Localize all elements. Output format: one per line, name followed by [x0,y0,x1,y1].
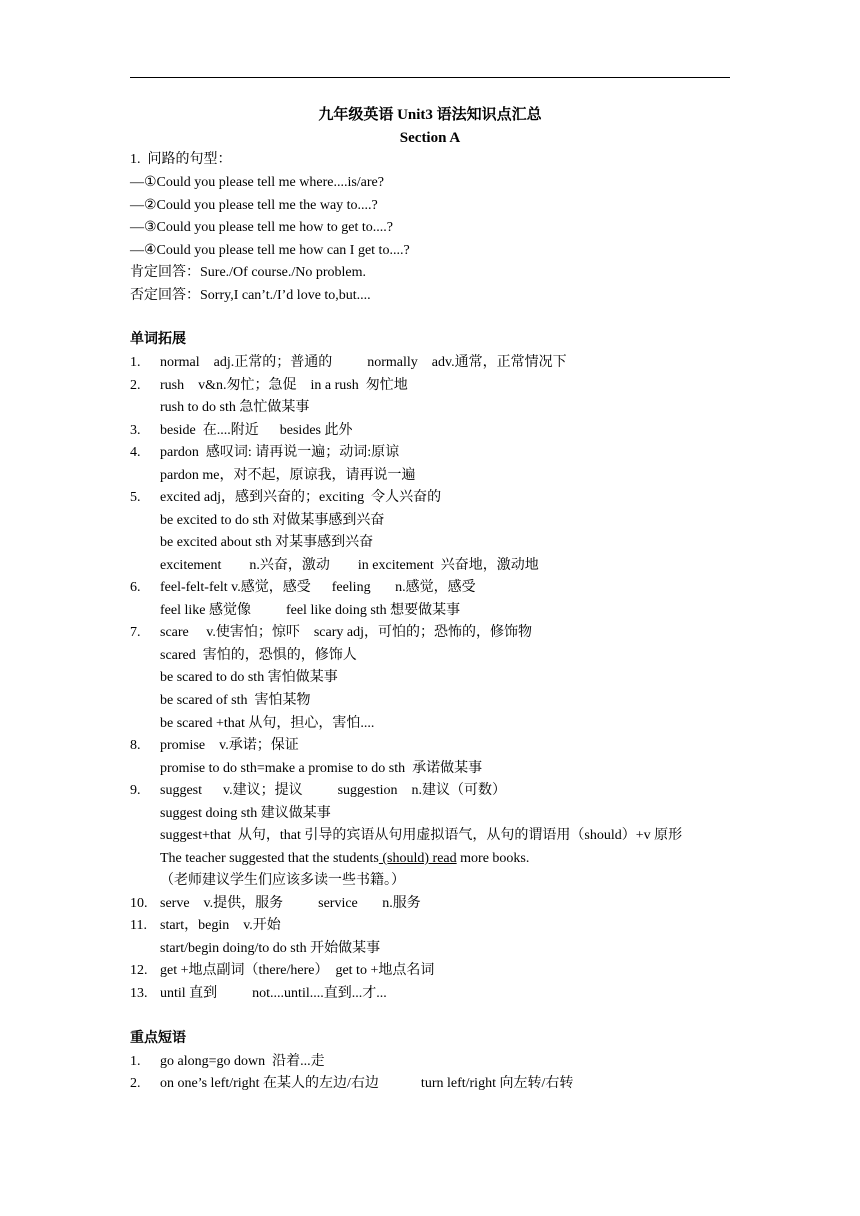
vocab-item-number: 5. [130,490,141,505]
intro-question: —①Could you please tell me where....is/are? [130,175,384,190]
vocab-heading: 单词拓展 [130,332,186,347]
header-rule [130,77,730,78]
negative-answer: 否定回答：Sorry,I can’t./I’d love to,but.... [130,288,371,303]
section-title: Section A [399,130,461,146]
phrases-heading: 重点短语 [130,1031,186,1046]
vocab-item-line: feel like 感觉像 feel like doing sth 想要做某事 [160,603,461,618]
vocab-item-line: be scared +that 从句，担心，害怕.... [160,716,375,731]
vocab-item-line: until 直到 not....until....直到...才... [160,986,387,1001]
vocab-item-number: 1. [130,355,141,370]
vocab-item-line: excited adj，感到兴奋的；exciting 令人兴奋的 [160,490,442,505]
vocab-item-line: rush v&n.匆忙；急促 in a rush 匆忙地 [160,378,408,393]
vocab-item-line: pardon me，对不起，原谅我，请再说一遍 [160,468,416,483]
vocab-item-number: 3. [130,423,141,438]
vocab-item-line: pardon 感叹词: 请再说一遍；动词:原谅 [160,445,400,460]
vocab-item-line: promise to do sth=make a promise to do sth 承诺做某事 [160,761,483,776]
vocab-item-number: 4. [130,445,141,460]
vocab-item-number: 13. [130,986,148,1001]
vocab-item-line: scared 害怕的，恐惧的，修饰人 [160,648,357,663]
vocab-item-number: 10. [130,896,148,911]
vocab-item-line: suggest doing sth 建议做某事 [160,806,331,821]
intro-question: —④Could you please tell me how can I get to....? [130,243,410,258]
vocab-item-line: get +地点副词（there/here） get to +地点名词 [160,963,435,978]
intro-item: 1. 问路的句型： [130,152,232,167]
vocab-item-line: serve v.提供，服务 service n.服务 [160,896,421,911]
example-sentence [160,848,529,870]
page-title: 九年级英语 Unit3 语法知识点汇总 [318,107,542,123]
example-sentence-end: more books. [456,851,530,866]
vocab-item-line: start，begin v.开始 [160,918,281,933]
vocab-item-line: scare v.使害怕；惊吓 scary adj，可怕的；恐怖的，修饰物 [160,625,532,640]
vocab-item-number: 7. [130,625,141,640]
vocab-item-line: be scared of sth 害怕某物 [160,693,311,708]
intro-question: —③Could you please tell me how to get to....? [130,220,393,235]
vocab-item-line: rush to do sth 急忙做某事 [160,400,310,415]
vocab-item-line: suggest+that 从句，that 引导的宾语从句用虚拟语气，从句的谓语用（should）+v 原形 [160,828,683,843]
vocab-item-line: suggest v.建议；提议 suggestion n.建议（可数） [160,783,506,798]
vocab-item-number: 9. [130,783,141,798]
vocab-item-line: be excited to do sth 对做某事感到兴奋 [160,513,385,528]
phrase-item-number: 1. [130,1054,141,1069]
vocab-item-line: feel-felt-felt v.感觉，感受 feeling n.感觉，感受 [160,580,476,595]
example-underlined-verb: (should) read [378,851,457,866]
intro-question: —②Could you please tell me the way to....? [130,198,378,213]
vocab-item-line: be scared to do sth 害怕做某事 [160,670,338,685]
example-translation: （老师建议学生们应该多读一些书籍。） [160,873,405,888]
vocab-item-number: 12. [130,963,148,978]
vocab-item-line: excitement n.兴奋，激动 in excitement 兴奋地，激动地 [160,558,539,573]
vocab-item-number: 8. [130,738,141,753]
vocab-item-number: 11. [130,918,147,933]
vocab-item-line: start/begin doing/to do sth 开始做某事 [160,941,381,956]
phrase-item-line: go along=go down 沿着...走 [160,1054,325,1069]
vocab-item-line: normal adj.正常的；普通的 normally adv.通常，正常情况下 [160,355,567,370]
vocab-item-number: 6. [130,580,141,595]
vocab-item-line: promise v.承诺；保证 [160,738,299,753]
vocab-item-number: 2. [130,378,141,393]
example-sentence-start: The teacher suggested that the students [160,851,379,866]
phrase-item-line: on one’s left/right 在某人的左边/右边 turn left/right 向左转/右转 [160,1076,574,1091]
vocab-item-line: be excited about sth 对某事感到兴奋 [160,535,374,550]
phrase-item-number: 2. [130,1076,141,1091]
positive-answer: 肯定回答：Sure./Of course./No problem. [130,265,367,280]
vocab-item-line: beside 在....附近 besides 此外 [160,423,353,438]
